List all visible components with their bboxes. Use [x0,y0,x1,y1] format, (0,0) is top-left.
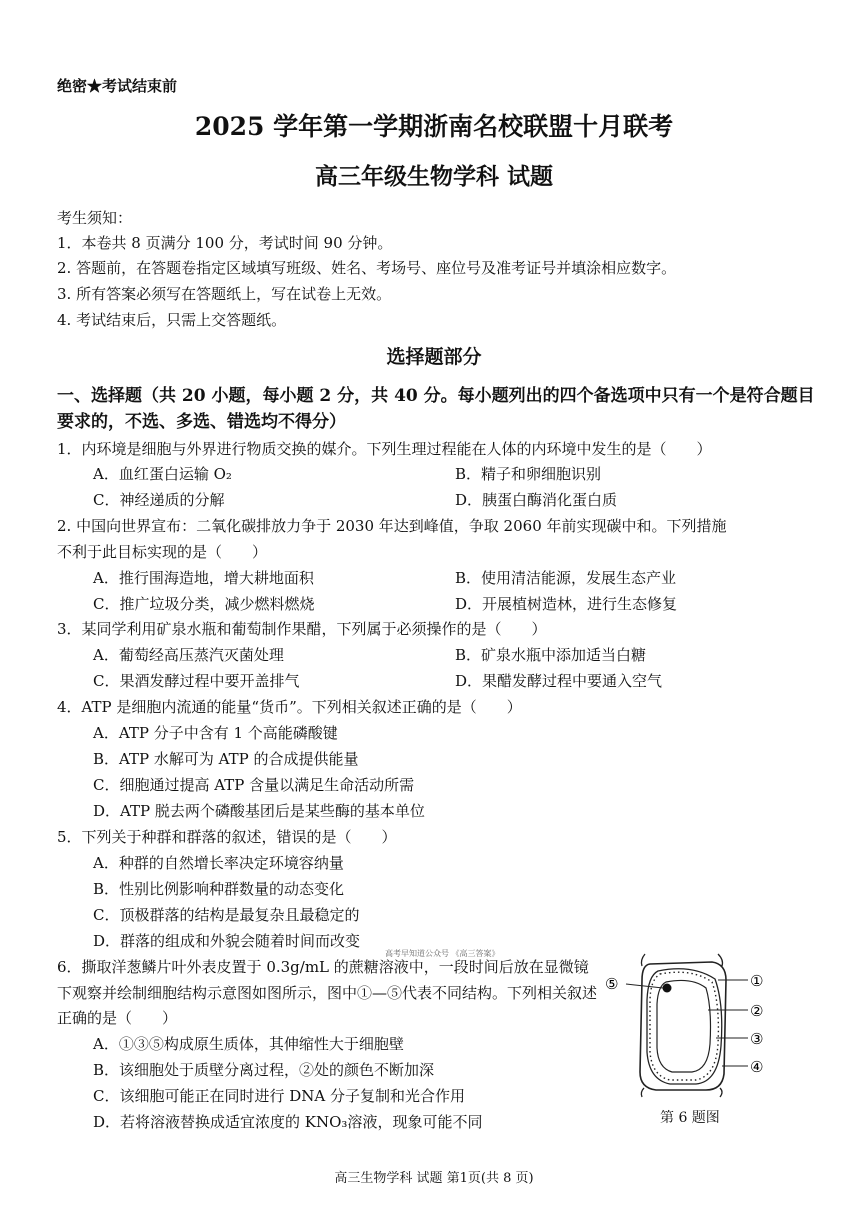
exam-subtitle: 高三年级生物学科 试题 [314,163,553,190]
part-heading: 一、选择题（共 20 小题，每小题 2 分，共 40 分。每小题列出的四个备选项中只有一个是符合题目要求的，不选、多选、错选均不得分） [57,386,815,432]
question-2-option-a: A．推行围海造地，增大耕地面积 [93,569,314,587]
figure-label-3: ③ [750,1030,764,1048]
page-footer: 高三生物学科 试题 第1页(共 8 页) [334,1171,534,1186]
watermark: 高考早知道公众号 《高三答案》 [385,949,500,958]
question-1-option-a: A．血红蛋白运输 O₂ [93,465,232,483]
question-6-option-c: C．该细胞可能正在同时进行 DNA 分子复制和光合作用 [93,1087,465,1105]
question-1-option-d: D．胰蛋白酶消化蛋白质 [455,491,618,509]
question-1-option-c: C．神经递质的分解 [93,491,225,509]
section-title: 选择题部分 [386,346,482,368]
figure-label-2: ② [750,1002,764,1020]
question-5-option-d: D．群落的组成和外貌会随着时间而改变 [93,932,361,950]
question-3-option-d: D．果醋发酵过程中要通入空气 [455,672,663,690]
notice-item: 1．本卷共 8 页满分 100 分，考试时间 90 分钟。 [57,234,393,252]
vacuole [657,980,711,1072]
question-6-option-a: A．①③⑤构成原生质体，其伸缩性大于细胞壁 [93,1035,404,1053]
question-4-option-d: D．ATP 脱去两个磷酸基团后是某些酶的基本单位 [93,802,425,820]
question-4-option-b: B．ATP 水解可为 ATP 的合成提供能量 [93,750,359,768]
question-4-stem: 4．ATP 是细胞内流通的能量“货币”。下列相关叙述正确的是（ ） [57,698,522,716]
nucleus [663,984,672,993]
question-2-stem: 2. 中国向世界宣布：二氧化碳排放力争于 2030 年达到峰值，争取 2060 年前实现碳中和。下列措施 [57,517,727,535]
question-6-option-d: D．若将溶液替换成适宜浓度的 KNO₃溶液，现象可能不同 [93,1113,483,1131]
question-3-stem: 3．某同学利用矿泉水瓶和葡萄制作果醋，下列属于必须操作的是（ ） [57,620,547,638]
figure-caption: 第 6 题图 [660,1110,720,1126]
question-4-option-a: A．ATP 分子中含有 1 个高能磷酸键 [93,724,338,742]
question-2-option-d: D．开展植树造林，进行生态修复 [455,595,678,613]
question-3-option-c: C．果酒发酵过程中要开盖排气 [93,672,300,690]
exam-title: 2025 学年第一学期浙南名校联盟十月联考 [194,112,674,141]
question-2-option-b: B．使用清洁能源，发展生态产业 [455,569,677,587]
cell-wall [640,962,726,1090]
figure-label-1: ① [750,972,764,990]
question-1-stem: 1．内环境是细胞与外界进行物质交换的媒介。下列生理过程能在人体的内环境中发生的是（ ） [57,440,712,458]
notice-item: 4. 考试结束后，只需上交答题纸。 [57,311,287,329]
question-1-option-b: B．精子和卵细胞识别 [455,465,602,483]
question-6-stem: 6．撕取洋葱鳞片叶外表皮置于 0.3g/mL 的蔗糖溶液中，一段时间后放在显微镜下观察并绘制细胞结构示意图如图所示，图中①—⑤代表不同结构。下列相关叙述正确的是（ ） [57,958,598,1027]
figure-label-4: ④ [750,1058,764,1076]
question-3-option-b: B．矿泉水瓶中添加适当白糖 [455,646,647,664]
question-5-option-c: C．顶极群落的结构是最复杂且最稳定的 [93,906,360,924]
question-6-option-b: B．该细胞处于质壁分离过程，②处的颜色不断加深 [93,1061,435,1079]
question-4-option-c: C．细胞通过提高 ATP 含量以满足生命活动所需 [93,776,415,794]
figure-label-5: ⑤ [605,975,619,993]
notice-item: 2. 答题前，在答题卷指定区域填写班级、姓名、考场号、座位号及准考证号并填涂相应数字。 [57,259,677,277]
question-5-stem: 5．下列关于种群和群落的叙述，错误的是（ ） [57,828,397,846]
confidential-label: 绝密★考试结束前 [57,77,178,95]
question-2-stem-cont: 不利于此目标实现的是（ ） [57,543,268,561]
question-3-option-a: A．葡萄经高压蒸汽灭菌处理 [93,646,284,664]
plasmolysis-cell-figure [600,952,780,1102]
notice-heading: 考生须知： [57,209,133,227]
question-2-option-c: C．推广垃圾分类，减少燃料燃烧 [93,595,315,613]
question-5-option-a: A．种群的自然增长率决定环境容纳量 [93,854,344,872]
notice-item: 3. 所有答案必须写在答题纸上，写在试卷上无效。 [57,285,392,303]
question-5-option-b: B．性别比例影响种群数量的动态变化 [93,880,345,898]
